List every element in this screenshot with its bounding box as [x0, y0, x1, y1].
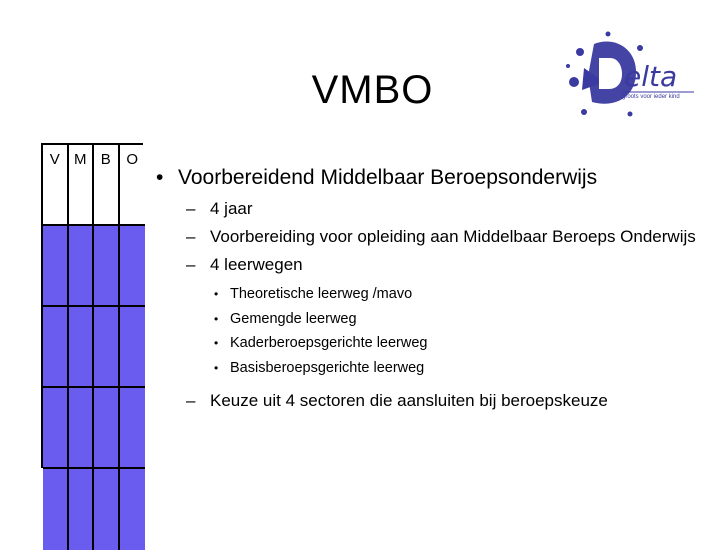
sub-bullet-text: Keuze uit 4 sectoren die aansluiten bij beroepskeuze: [210, 391, 608, 410]
bullet-list: [156, 165, 696, 418]
leerweg-item: [156, 282, 696, 307]
dash-icon: –: [186, 199, 196, 218]
dash-icon: –: [186, 391, 196, 410]
leerweg-item: [156, 356, 696, 381]
delta-logo: [544, 22, 720, 134]
sub-bullet: [156, 254, 696, 276]
leerwegen-list: [156, 282, 696, 380]
grid-cell: [94, 388, 120, 469]
leerweg-item: [156, 307, 696, 332]
leerweg-text: Kaderberoepsgerichte leerweg: [230, 335, 428, 351]
grid-cell: [120, 307, 146, 388]
grid-cell: [120, 469, 146, 550]
grid-cell: [94, 226, 120, 307]
slide-title: VMBO: [311, 68, 434, 112]
logo-text: elta: [624, 60, 678, 93]
bullet-dot-icon: •: [214, 360, 219, 375]
sub-bullet: [156, 390, 696, 412]
bullet-dot-icon: •: [214, 311, 219, 326]
grid-cell-b: [94, 145, 120, 226]
bullet-dot-icon: •: [156, 166, 164, 189]
sub-bullet-text: Voorbereiding voor opleiding aan Middelbaar Beroeps Onderwijs: [210, 227, 696, 246]
grid-cell: [43, 226, 69, 307]
grid-cell: [94, 469, 120, 550]
grid-cell-m: [69, 145, 95, 226]
grid-cell: [94, 307, 120, 388]
bullet-dot-icon: •: [214, 336, 219, 350]
bullet-main-text: Voorbereidend Middelbaar Beroepsonderwijs: [178, 166, 598, 189]
leerweg-text: Theoretische leerweg /mavo: [230, 286, 413, 302]
grid-cell: [120, 388, 146, 469]
sub-bullet-text: 4 leerwegen: [210, 255, 303, 274]
bullet-main: [156, 165, 696, 190]
dash-icon: –: [186, 255, 196, 274]
grid-cell: [43, 388, 69, 469]
logo-tagline: groots voor ieder kind: [622, 94, 680, 100]
grid-cell: [43, 469, 69, 550]
grid-cell: [43, 307, 69, 388]
grid-letter: M: [74, 151, 87, 168]
grid-cell-o: [120, 145, 146, 226]
leerweg-item: [156, 331, 696, 356]
grid-cell: [120, 226, 146, 307]
grid-cell: [69, 307, 95, 388]
leerweg-text: Gemengde leerweg: [230, 310, 357, 327]
leerweg-text: Basisberoepsgerichte leerweg: [230, 359, 425, 376]
vmbo-grid: [41, 143, 143, 468]
grid-cell: [69, 469, 95, 550]
sub-bullet: [156, 226, 696, 248]
grid-cell: [69, 388, 95, 469]
sub-bullet: [156, 198, 696, 220]
grid-cell-v: [43, 145, 69, 226]
grid-letter: O: [126, 151, 139, 168]
grid-cell: [69, 226, 95, 307]
grid-letter: B: [100, 151, 111, 168]
grid-letter: V: [49, 151, 60, 168]
dash-icon: –: [186, 227, 196, 246]
delta-logo-icon: [544, 22, 720, 134]
sub-bullet-text: 4 jaar: [210, 199, 253, 218]
bullet-dot-icon: •: [214, 287, 219, 301]
